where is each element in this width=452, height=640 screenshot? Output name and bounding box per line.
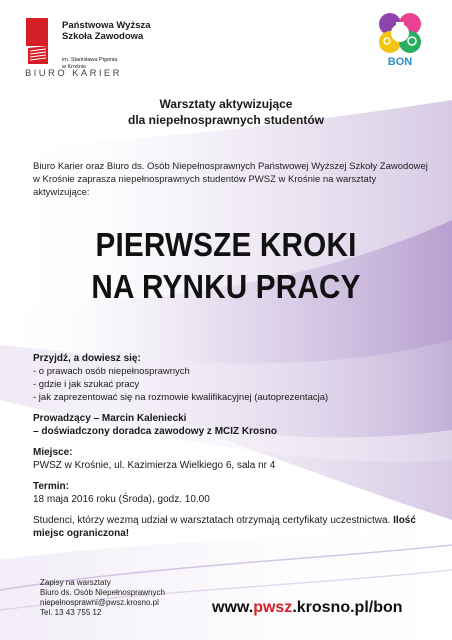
book-emblem-icon <box>26 18 56 66</box>
limited-places-note: Ilość miejsc ograniczona! <box>33 515 416 539</box>
topics-label: Przyjdź, a dowiesz się: <box>33 353 141 364</box>
intro-paragraph: Biuro Karier oraz Biuro ds. Osób Niepełnosprawnych Państwowej Wyższej Szkoły Zawodowej w Krośnie zaprasza niepełnosprawnych studentów PWSZ w Krośnie na warsztaty aktywizujące: <box>33 161 428 198</box>
topic-item: - gdzie i jak szukać pracy <box>33 379 140 390</box>
event-details <box>33 352 433 548</box>
topics-section <box>33 352 433 404</box>
title-line: PIERWSZE KROKI <box>95 226 357 263</box>
topic-item: - o prawach osób niepełnosprawnych <box>33 366 190 377</box>
event-title <box>23 224 430 308</box>
certificate-text: Studenci, którzy wezmą udział w warsztatach otrzymają certyfikaty uczestnictwa. <box>33 515 391 526</box>
term-label: Termin: <box>33 481 69 492</box>
term-value: 18 maja 2016 roku (Środa), godz. 10.00 <box>33 494 210 505</box>
lecturer-section <box>33 412 433 438</box>
institution-name-line: Państwowa Wyższa <box>62 20 151 31</box>
institution-subtitle-line: im. Stanisława Pigonia <box>62 57 118 63</box>
place-value: PWSZ w Krośnie, ul. Kazimierza Wielkiego 6, sala nr 4 <box>33 460 276 471</box>
heading-line: dla niepełnosprawnych studentów <box>127 113 325 127</box>
signup-phone: Tel. 13 43 755 12 <box>40 608 102 617</box>
place-section <box>33 446 433 472</box>
title-line: NA RYNKU PRACY <box>91 268 361 305</box>
signup-line: Biuro ds. Osób Niepełnosprawnych <box>40 588 165 597</box>
institution-name-line: Szkoła Zawodowa <box>62 31 144 42</box>
website-link[interactable] <box>212 599 403 617</box>
institution-name <box>62 20 151 42</box>
lecturer-name: Prowadzący – Marcin Kaleniecki <box>33 413 187 424</box>
university-logo <box>20 14 180 84</box>
signup-email[interactable]: niepelnosprawni@pwsz.krosno.pl <box>40 598 159 607</box>
institution-subtitle-line: w Krośnie <box>62 63 87 70</box>
lecturer-role: – doświadczony doradca zawodowy z MCIZ Krosno <box>33 426 277 437</box>
term-section <box>33 480 433 506</box>
heading-line: Warsztaty aktywizujące <box>159 97 293 111</box>
url-prefix: www. <box>212 599 254 616</box>
url-highlight: pwsz <box>253 599 293 616</box>
place-label: Miejsce: <box>33 447 73 458</box>
bon-label: BON <box>387 56 413 68</box>
certificate-note <box>33 514 433 540</box>
accessibility-clover-icon <box>370 10 430 60</box>
topic-item: - jak zaprezentować się na rozmowie kwalifikacyjnej (autoprezentacja) <box>33 392 329 403</box>
bon-logo <box>370 10 430 72</box>
signup-info <box>40 578 165 618</box>
event-heading <box>0 96 452 128</box>
url-suffix: .krosno.pl/bon <box>292 599 403 616</box>
signup-line: Zapisy na warsztaty <box>40 578 111 587</box>
office-name: BIURO KARIER <box>25 68 122 79</box>
